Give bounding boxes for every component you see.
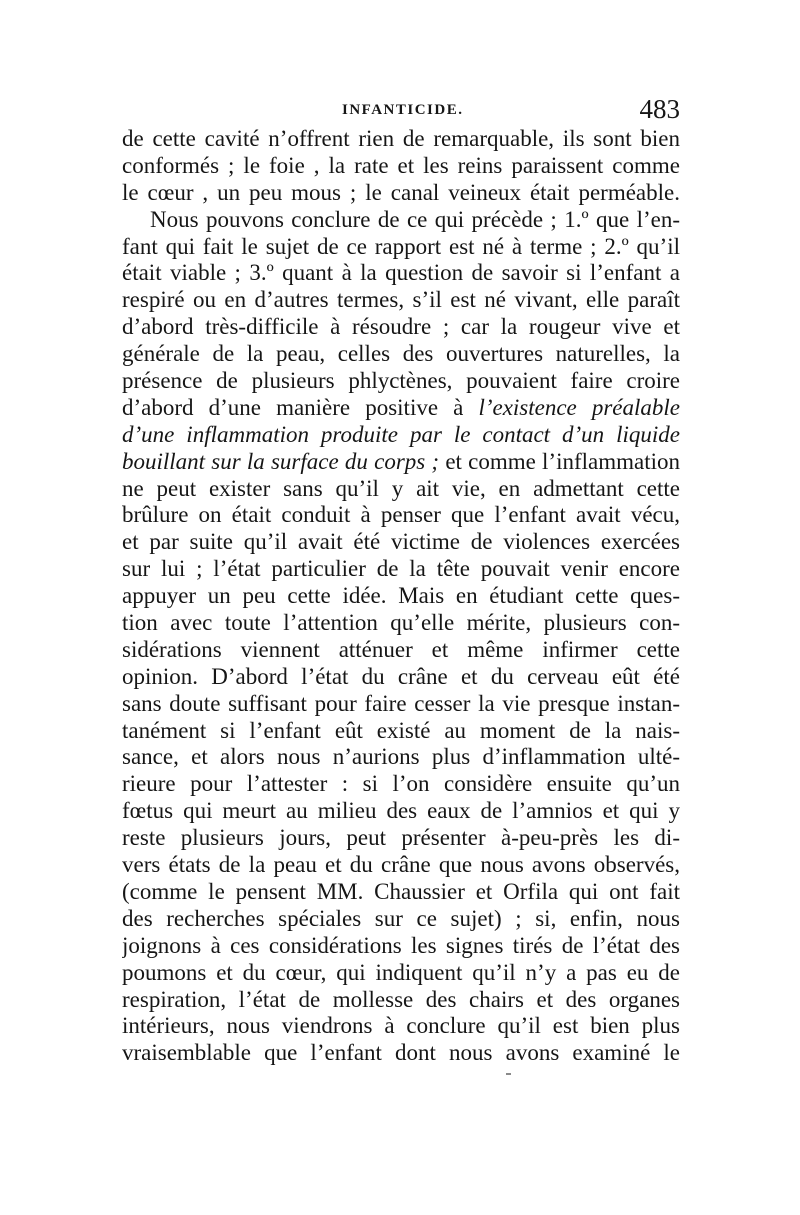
text-segment: d’abord d’une manière positive à — [122, 394, 464, 420]
text-line: joignons à ces considérations les signes tirés de l’état des — [122, 932, 680, 958]
text-line: le cœur , un peu mous ; le canal veineux était perméable. — [122, 179, 680, 205]
text-line: et par suite qu’il avait été victime de violences exercées — [122, 529, 680, 555]
body-text — [122, 126, 680, 1067]
text-segment: et comme l’inflammation — [445, 448, 680, 474]
text-line: brûlure on était conduit à penser que l’enfant avait vécu, — [122, 502, 680, 528]
text-line: vers états de la peau et du crâne que nous avons observés, — [122, 852, 680, 878]
italic-text-line: d’une inflammation produite par le contact d’un liquide — [122, 421, 680, 447]
text-line: poumons et du cœur, qui indiquent qu’il n’y a pas eu de — [122, 959, 680, 985]
text-line: de cette cavité n’offrent rien de remarquable, ils sont bien — [122, 126, 680, 151]
text-line: fant qui fait le sujet de ce rapport est né à terme ; 2.º qu’il — [122, 233, 680, 259]
text-line: tanément si l’enfant eût existé au moment de la nais- — [122, 717, 680, 743]
italic-text-segment: bouillant sur la surface du corps ; — [122, 448, 440, 474]
text-line: tion avec toute l’attention qu’elle mérite, plusieurs con- — [122, 610, 680, 636]
text-line: intérieurs, nous viendrons à conclure qu’il est bien plus — [122, 1013, 680, 1039]
text-line: générale de la peau, celles des ouvertures naturelles, la — [122, 341, 680, 367]
text-line: présence de plusieurs phlyctènes, pouvaient faire croire — [122, 368, 680, 394]
text-line: des recherches spéciales sur ce sujet) ; si, enfin, nous — [122, 905, 680, 931]
text-line: opinion. D’abord l’état du crâne et du cerveau eût été — [122, 663, 680, 689]
text-line: sidérations viennent atténuer et même infirmer cette — [122, 636, 680, 662]
text-line: respiration, l’état de mollesse des chairs et des organes — [122, 986, 680, 1012]
text-line: reste plusieurs jours, peut présenter à-peu-près les di- — [122, 825, 680, 851]
text-line: sans doute suffisant pour faire cesser la vie presque instan- — [122, 690, 680, 716]
running-title: INFANTICIDE. — [342, 102, 464, 118]
text-line: conformés ; le foie , la rate et les reins paraissent comme — [122, 152, 680, 178]
text-line: sur lui ; l’état particulier de la tête pouvait venir encore — [122, 556, 680, 582]
text-line: vraisemblable que l’enfant dont nous avons examiné le — [122, 1040, 680, 1066]
text-line: sance, et alors nous n’aurions plus d’inflammation ulté- — [122, 744, 680, 770]
text-line: (comme le pensent MM. Chaussier et Orfila qui ont fait — [122, 878, 680, 904]
print-speck — [506, 1073, 511, 1075]
paragraph-start-line: Nous pouvons conclure de ce qui précède ; 1.º que l’en- — [150, 206, 680, 232]
text-line: respiré ou en d’autres termes, s’il est né vivant, elle paraît — [122, 287, 680, 313]
text-line — [122, 395, 680, 422]
running-header — [120, 94, 680, 124]
text-line: d’abord très-difficile à résoudre ; car la rougeur vive et — [122, 314, 680, 340]
text-line: fœtus qui meurt au milieu des eaux de l’amnios et qui y — [122, 798, 680, 824]
italic-text-segment: l’existence préalable — [478, 394, 680, 420]
text-line: était viable ; 3.º quant à la question de savoir si l’enfant a — [122, 260, 680, 286]
page-number: 483 — [639, 94, 680, 124]
text-line: appuyer un peu cette idée. Mais en étudiant cette ques- — [122, 583, 680, 609]
text-line: ne peut exister sans qu’il y ait vie, en admettant cette — [122, 475, 680, 501]
text-line: rieure pour l’attester : si l’on considère ensuite qu’un — [122, 771, 680, 797]
text-line — [122, 449, 680, 476]
